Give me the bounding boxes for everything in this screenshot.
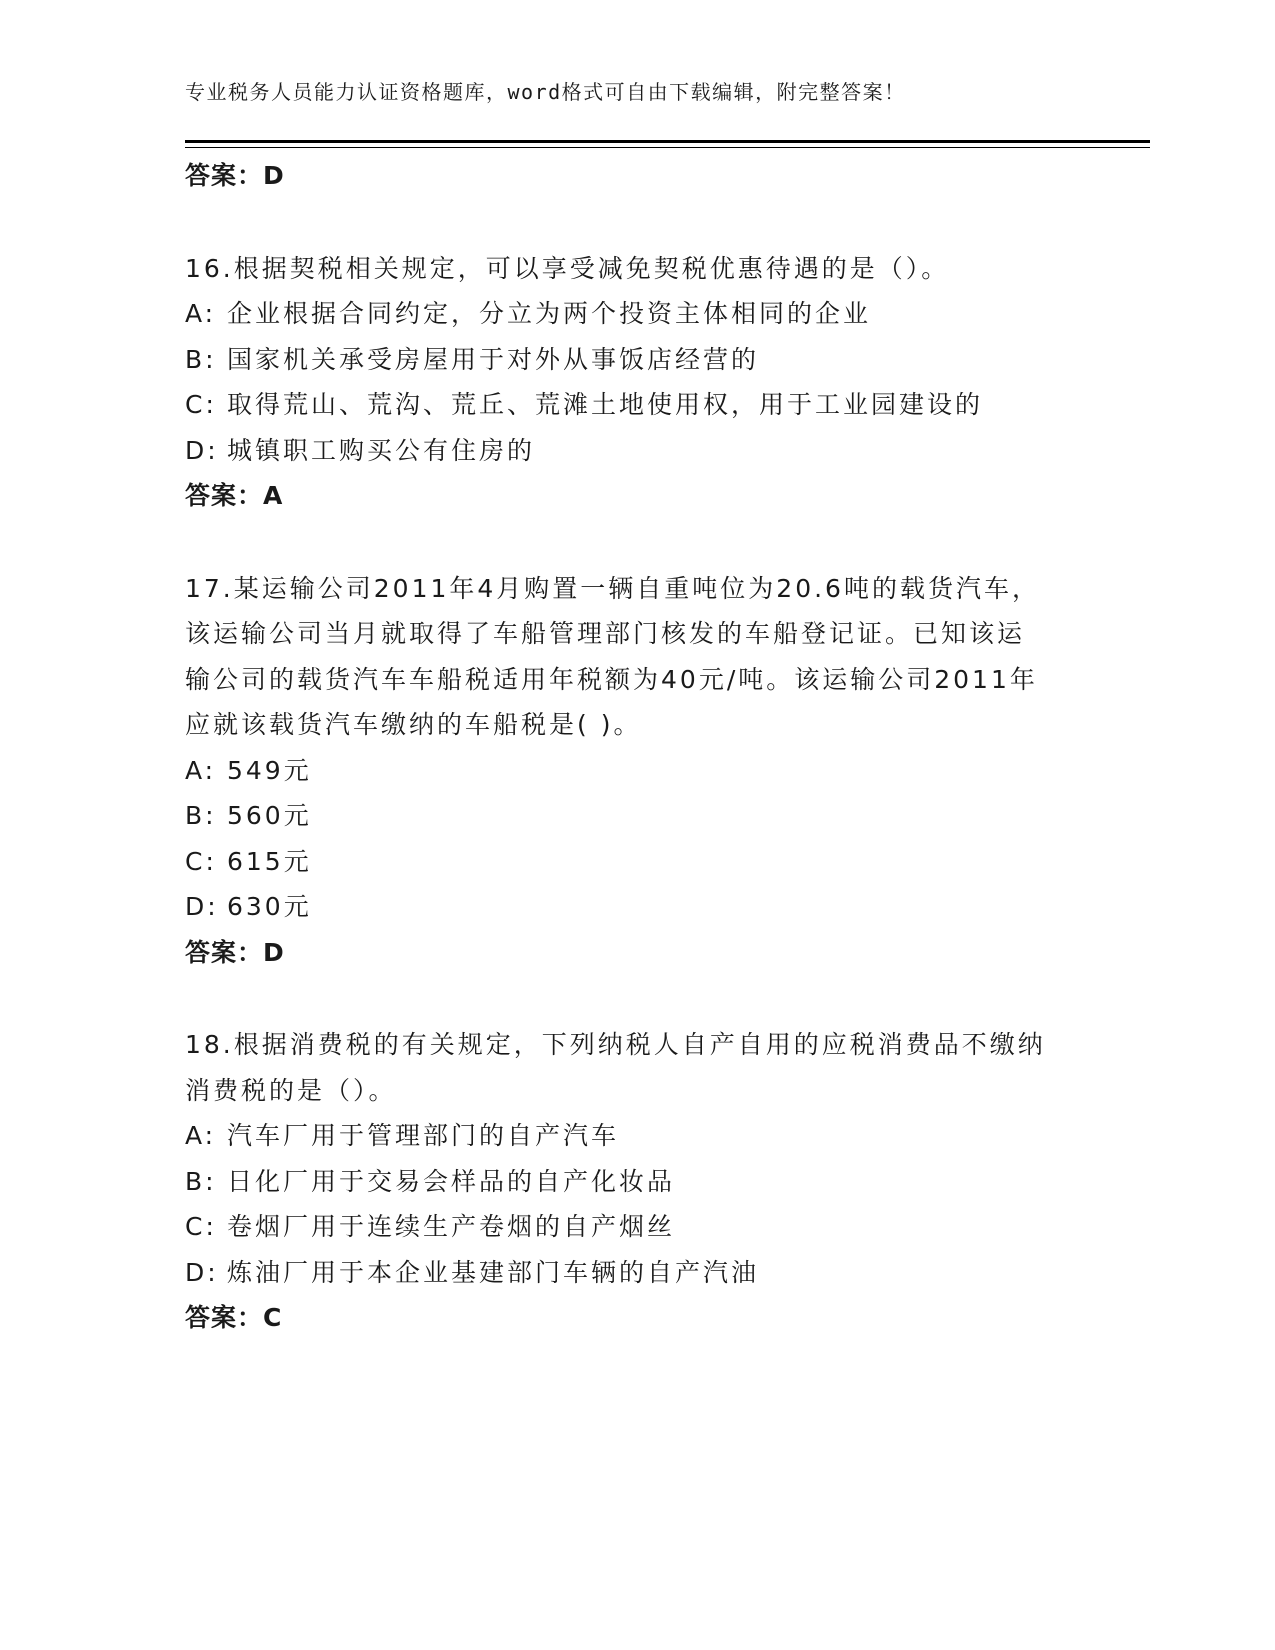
question-block [185,246,1085,519]
question-stem: 16.根据契税相关规定，可以享受减免契税优惠待遇的是（）。 [185,253,950,283]
option-d: D: 630元 [185,892,312,921]
option-a: A: 汽车厂用于管理部门的自产汽车 [185,1121,620,1150]
question-content [185,153,1085,1341]
answer-line: 答案：C [185,1303,283,1332]
question-stem: 该运输公司当月就取得了车船管理部门核发的车船登记证。已知该运 [185,619,1026,648]
question-stem: 应就该载货汽车缴纳的车船税是( )。 [185,710,642,739]
answer-line: 答案：A [185,481,284,510]
question-stem: 消费税的是（）。 [185,1075,397,1105]
page-header: 专业税务人员能力认证资格题库，word格式可自由下载编辑，附完整答案！ [185,80,906,104]
header-rule-thin [185,147,1150,148]
question-block [185,566,1085,976]
answer-line: 答案：D [185,937,285,967]
option-c: C: 卷烟厂用于连续生产卷烟的自产烟丝 [185,1212,676,1241]
option-b: B: 国家机关承受房屋用于对外从事饭店经营的 [185,344,760,374]
option-c: C: 取得荒山、荒沟、荒丘、荒滩土地使用权，用于工业园建设的 [185,390,984,419]
option-c: C: 615元 [185,846,312,876]
question-stem: 17.某运输公司2011年4月购置一辆自重吨位为20.6吨的载货汽车， [185,573,1040,603]
option-b: B: 日化厂用于交易会样品的自产化妆品 [185,1166,676,1196]
question-block [185,1022,1085,1341]
option-a: A: 企业根据合同约定，分立为两个投资主体相同的企业 [185,299,872,328]
question-stem: 输公司的载货汽车车船税适用年税额为40元/吨。该运输公司2011年 [185,664,1038,694]
option-b: B: 560元 [185,801,312,830]
option-d: D: 城镇职工购买公有住房的 [185,435,536,465]
option-d: D: 炼油厂用于本企业基建部门车辆的自产汽油 [185,1257,760,1287]
option-a: A: 549元 [185,755,312,785]
answer-line: 答案：D [185,161,285,190]
question-stem: 18.根据消费税的有关规定，下列纳税人自产自用的应税消费品不缴纳 [185,1030,1046,1059]
header-rule-thick [185,140,1150,143]
